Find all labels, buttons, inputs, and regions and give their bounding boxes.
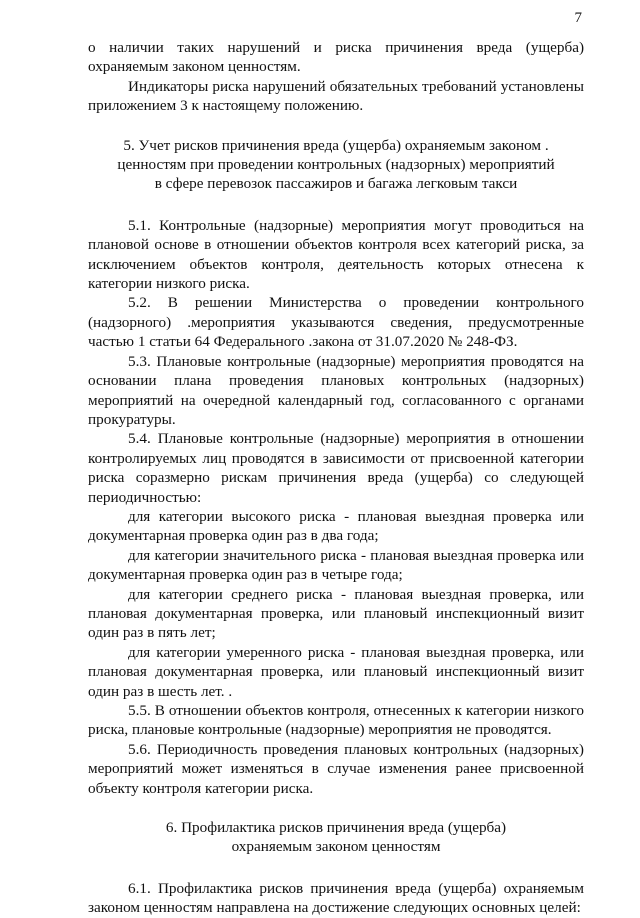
heading-line: 6. Профилактика рисков причинения вреда (ущерба) [165, 819, 507, 837]
paragraph-5-1: 5.1. Контрольные (надзорные) мероприятия могут проводиться на плановой основе в отношении объектов контроля всех категорий риска, за исключением объектов контроля, деятельность которых отнесена к категории низкого риска. [88, 216, 584, 293]
paragraph-5-2: 5.2. В решении Министерства о проведении контрольного (надзорного) .мероприятия указываются сведения, предусмотренные частью 1 статьи 64 Федерального .закона от 31.07.2020 № 248-ФЗ. [88, 294, 584, 351]
heading-line: ценностям при проведении контрольных (надзорных) мероприятий [117, 156, 555, 174]
paragraph-5-6: 5.6. Периодичность проведения плановых контрольных (надзорных) мероприятий может изменяться в случае изменения ранее присвоенной объекту контроля категории риска. [88, 740, 584, 797]
paragraph-5-5: 5.5. В отношении объектов контроля, отнесенных к категории низкого риска, плановые контрольные (надзорные) мероприятия не проводятся. [88, 702, 584, 739]
list-item-moderate-risk: для категории умеренного риска - плановая выездная проверка, или плановая документарная проверка, или плановый инспекционный визит один раз в шесть лет. . [88, 643, 584, 700]
paragraph: Индикаторы риска нарушений обязательных требований установлены приложением 3 к настоящему положению. [88, 77, 584, 115]
paragraph-5-3: 5.3. Плановые контрольные (надзорные) мероприятия проводятся на основании плана проведения плановых контрольных (надзорных) мероприятий на очередной календарный год, согласованного с органами прокуратуры. [88, 352, 584, 428]
heading-line: охраняемым законом ценностям [231, 838, 441, 856]
heading-line: в сфере перевозок пассажиров и багажа легковым такси [154, 175, 518, 193]
heading-line: 5. Учет рисков причинения вреда (ущерба) охраняемым законом . [123, 136, 549, 154]
section-5-heading [88, 136, 584, 194]
paragraph-5-4: 5.4. Плановые контрольные (надзорные) мероприятия в отношении контролируемых лиц проводятся в зависимости от присвоенной категории риска соразмерно рискам причинения вреда (ущерба) со следующей периодичностью: [88, 430, 584, 506]
list-item-significant-risk: для категории значительного риска - плановая выездная проверка или документарная проверка один раз в четыре года; [88, 546, 584, 584]
page-number: 7 [574, 10, 582, 26]
paragraph: о наличии таких нарушений и риска причинения вреда (ущерба) охраняемым законом ценностям. [88, 39, 584, 76]
list-item-high-risk: для категории высокого риска - плановая выездная проверка или документарная проверка один раз в два года; [88, 507, 584, 545]
paragraph-6-1: 6.1. Профилактика рисков причинения вреда (ущерба) охраняемым законом ценностям направлена на достижение следующих основных целей: [88, 879, 584, 917]
list-item-medium-risk: для категории среднего риска - плановая выездная проверка, или плановая документарная проверка, или плановый инспекционный визит один раз в пять лет; [88, 585, 584, 642]
document-body [88, 38, 584, 918]
section-6-heading [88, 818, 584, 857]
